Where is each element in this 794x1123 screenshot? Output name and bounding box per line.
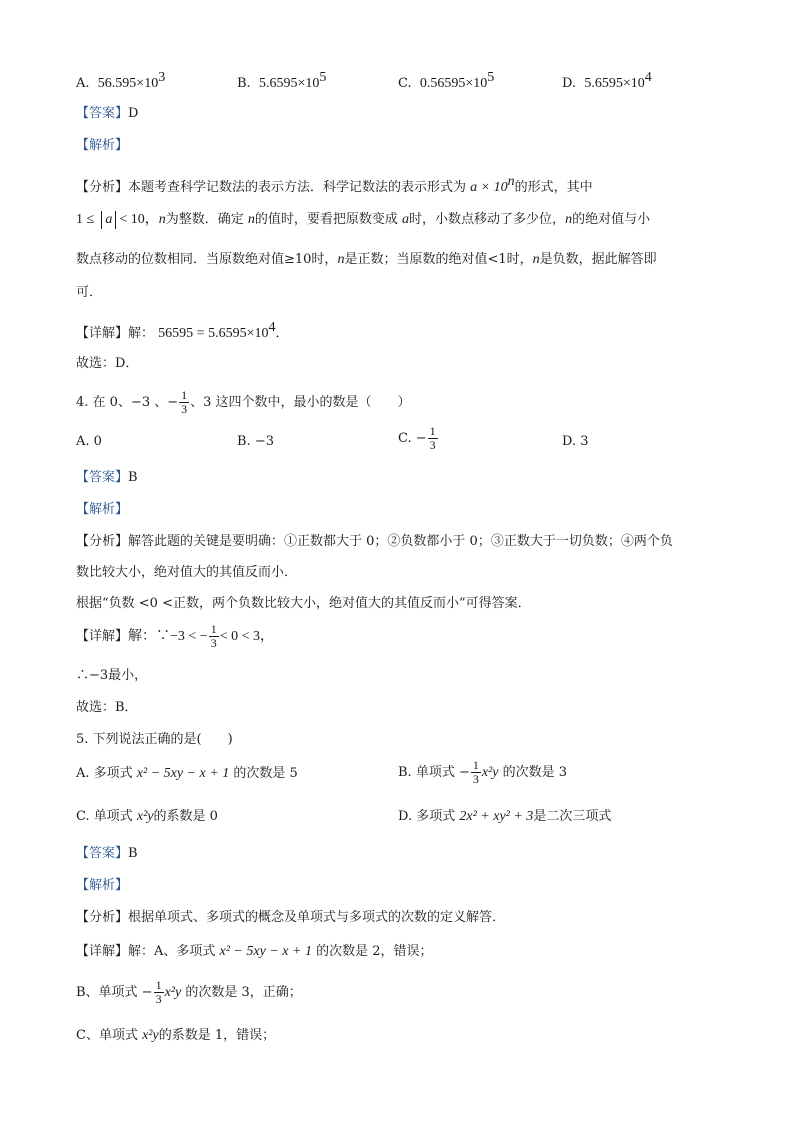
text: 是负数，据此解答即	[539, 252, 657, 267]
q5-option-d	[398, 807, 611, 827]
answer-value: D	[128, 106, 139, 121]
q4-stem	[76, 388, 411, 418]
option-value: 0.56595×10	[419, 76, 488, 91]
q3-fenxi-line-2	[76, 210, 650, 230]
text: C. −	[398, 431, 427, 446]
text: 是二次三项式	[533, 809, 612, 824]
math: x²y	[164, 985, 182, 1000]
text: 时，小数点移动了多少位，	[409, 212, 566, 227]
text: D. 多项式	[398, 809, 456, 824]
text: 的系数是 0	[153, 809, 218, 824]
fraction	[154, 979, 164, 1006]
text: C、单项式	[76, 1028, 138, 1043]
text: B、单项式 −	[76, 985, 153, 1000]
math: 解：∵−3 < −	[128, 629, 208, 644]
q5-detail-a	[76, 942, 433, 962]
var: n	[158, 212, 166, 227]
q4-choose: 故选：B．	[76, 700, 138, 715]
q3-answer	[76, 104, 138, 124]
math: a × 10	[470, 180, 508, 195]
detail-label: 【详解】	[76, 629, 129, 644]
option-exponent: 5	[487, 70, 495, 85]
math: x²y	[142, 1028, 159, 1043]
option-value: 5.6595×10	[258, 76, 320, 91]
text: 解：	[128, 326, 155, 341]
option-value: 56.595×10	[97, 76, 159, 91]
text: 解答此题的关键是要明确：①正数都大于 0；②负数都小于 0；③正数大于一切负数；④两个负	[128, 534, 673, 549]
q5-fenxi	[76, 908, 505, 928]
var: n	[532, 252, 540, 267]
numerator: 1	[210, 622, 217, 636]
option-letter: C.	[398, 76, 412, 91]
numerator: 1	[155, 978, 162, 992]
q4-option-d: D. 3	[562, 434, 589, 449]
math: 56595 = 5.6595×10	[158, 326, 269, 341]
q5-answer	[76, 844, 138, 864]
answer-value: B	[128, 846, 138, 861]
var: a	[402, 212, 410, 227]
q3-detail	[76, 318, 288, 344]
q5-stem: 5. 下列说法正确的是( )	[76, 732, 233, 747]
numerator: 1	[181, 388, 188, 402]
q4-therefore: ∴−3最小，	[76, 668, 148, 683]
text: A. 多项式	[76, 766, 133, 781]
numerator: 1	[429, 424, 436, 438]
numerator: 1	[472, 758, 479, 772]
denominator: 3	[210, 636, 217, 650]
q3-option-d	[562, 68, 652, 94]
q5-option-b	[398, 758, 567, 788]
q5-option-c	[76, 807, 218, 827]
fenxi-label: 【分析】	[76, 910, 129, 925]
q4-option-b: B. −3	[237, 434, 274, 449]
fraction	[209, 623, 219, 650]
q4-option-a: A. 0	[76, 434, 102, 449]
denominator: 3	[181, 402, 188, 416]
math: x² − 5xy − x + 1	[136, 766, 230, 781]
text: 的次数是 5	[233, 766, 298, 781]
text: ．	[275, 326, 289, 341]
q5-detail-c	[76, 1026, 275, 1046]
q5-option-a	[76, 764, 298, 784]
option-exponent: 3	[158, 70, 166, 85]
q3-fenxi-line-3	[76, 250, 657, 270]
text: B. 单项式 −	[398, 765, 470, 780]
text: 是正数；当原数的绝对值<1时，	[344, 252, 533, 267]
q3-analysis-label: 【解析】	[76, 138, 129, 153]
var: n	[337, 252, 345, 267]
q3-option-c	[398, 68, 494, 94]
var: n	[565, 212, 573, 227]
math: x²y	[481, 765, 499, 780]
text: 根据单项式、多项式的概念及单项式与多项式的次数的定义解答．	[128, 910, 506, 925]
q3-option-a	[76, 68, 165, 94]
q3-choose: 故选：D．	[76, 356, 139, 371]
answer-label: 【答案】	[76, 846, 129, 861]
answer-value: B	[128, 470, 138, 485]
text: 本题考查科学记数法的表示方法．科学记数法的表示形式为	[128, 180, 467, 195]
text: 的次数是 3	[502, 765, 568, 780]
text: 的次数是 3，正确；	[185, 985, 302, 1000]
text: 为整数．确定	[165, 212, 244, 227]
fraction	[428, 425, 438, 452]
option-value: 5.6595×10	[584, 76, 645, 91]
answer-label: 【答案】	[76, 470, 129, 485]
var: n	[247, 212, 255, 227]
math: < 0 < 3，	[219, 629, 274, 644]
fraction	[471, 759, 481, 786]
option-letter: A.	[76, 76, 90, 91]
q5-detail-b	[76, 978, 302, 1008]
q4-fenxi-line-2: 数比较大小，绝对值大的其值反而小．	[76, 565, 298, 580]
text: 解：A、多项式	[128, 944, 216, 959]
q4-fenxi-line-3: 根据“负数 <0 <正数，两个负数比较大小，绝对值大的其值反而小”可得答案．	[76, 596, 531, 611]
answer-label: 【答案】	[76, 106, 129, 121]
detail-label: 【详解】	[76, 326, 129, 341]
math: 2x² + xy² + 3	[459, 809, 534, 824]
math: x² − 5xy − x + 1	[219, 944, 312, 959]
q3-fenxi-line-1	[76, 172, 593, 198]
denominator: 3	[472, 772, 479, 786]
text: 的次数是 2，错误；	[316, 944, 433, 959]
q4-answer	[76, 468, 138, 488]
q4-detail	[76, 622, 274, 652]
text: 4. 在 0、−3 、−	[76, 395, 179, 410]
fraction	[179, 389, 189, 416]
math: < 10，	[119, 212, 159, 227]
text: 、3 这四个数中，最小的数是（ ）	[190, 395, 411, 410]
option-exponent: 4	[644, 70, 652, 85]
text: 的值时，要看把原数变成	[254, 212, 398, 227]
math: x²y	[136, 809, 154, 824]
text: C. 单项式	[76, 809, 133, 824]
text: 的绝对值与小	[572, 212, 651, 227]
exponent: n	[507, 174, 515, 189]
q4-option-c	[398, 424, 439, 454]
math: 1 ≤	[76, 212, 95, 227]
q3-fenxi-line-4: 可．	[76, 285, 103, 300]
text: 的系数是 1，错误；	[158, 1028, 276, 1043]
text: 的形式，其中	[514, 180, 593, 195]
option-exponent: 5	[319, 70, 327, 85]
abs-value: a	[101, 211, 116, 229]
q3-option-b	[237, 68, 326, 94]
option-letter: B.	[237, 76, 251, 91]
q4-analysis-label: 【解析】	[76, 502, 129, 517]
fenxi-label: 【分析】	[76, 534, 129, 549]
q5-analysis-label: 【解析】	[76, 878, 129, 893]
exponent: 4	[268, 320, 276, 335]
text: 数点移动的位数相同．当原数绝对值≥10时，	[76, 252, 338, 267]
detail-label: 【详解】	[76, 944, 129, 959]
denominator: 3	[155, 992, 162, 1006]
fenxi-label: 【分析】	[76, 180, 129, 195]
option-letter: D.	[562, 76, 577, 91]
q4-fenxi-line-1	[76, 532, 673, 552]
denominator: 3	[429, 438, 436, 452]
